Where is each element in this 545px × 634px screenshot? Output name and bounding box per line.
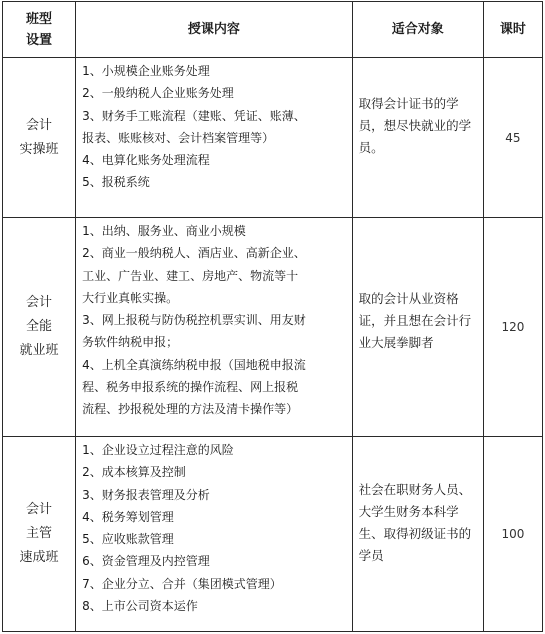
table-row: [3, 437, 543, 632]
course-item: 4、税务筹划管理: [82, 509, 174, 524]
class-hours-cell: 120: [483, 218, 542, 437]
target-audience-cell: [352, 58, 483, 218]
course-item: 7、企业分立、合并（集团模式管理）: [82, 576, 282, 591]
course-table: [2, 1, 543, 632]
course-item: 2、一般纳税人企业账务处理: [82, 86, 234, 101]
course-item: 4、上机全真演练纳税申报（国地税申报流: [82, 357, 306, 372]
course-item: 1、出纳、服务业、商业小规模: [82, 224, 246, 238]
class-type-line: 会计: [26, 502, 53, 517]
class-type-line: 会计: [26, 295, 53, 310]
target-audience-text: 取的会计从业资格证，并且想在会计行业大展拳脚者: [358, 291, 472, 350]
course-item: 1、企业设立过程注意的风险: [82, 443, 234, 457]
course-item: 1、小规模企业账务处理: [82, 64, 210, 78]
class-type-line: 就业班: [19, 343, 59, 358]
target-audience-text: 社会在职财务人员、大学生财务本科学生、取得初级证书的学员: [358, 482, 472, 563]
class-type-line: 全能: [26, 319, 53, 334]
course-content-cell: [76, 58, 353, 218]
class-hours-cell: 45: [483, 58, 542, 218]
target-audience-cell: [352, 437, 483, 632]
class-type-line: 主管: [26, 526, 53, 541]
class-type-cell: [3, 218, 76, 437]
header-class-hours: 课时: [483, 2, 542, 58]
class-type-line: 会计: [26, 117, 53, 133]
header-class-type-line: 班型: [26, 11, 53, 27]
header-course-content: 授课内容: [76, 2, 353, 58]
course-item: 3、财务报表管理及分析: [82, 487, 210, 502]
course-item: 程、税务申报系统的操作流程、网上报税: [82, 380, 299, 395]
course-item: 2、商业一般纳税人、酒店业、高新企业、: [82, 246, 306, 261]
table-row: [3, 58, 543, 218]
course-item: 工业、广告业、建工、房地产、物流等十: [82, 268, 299, 283]
class-type-cell: [3, 437, 76, 632]
class-type-line: 速成班: [19, 550, 59, 565]
class-type-cell: [3, 58, 76, 218]
header-class-type-line: 设置: [26, 32, 53, 48]
header-target-audience: 适合对象: [352, 2, 483, 58]
target-audience-text: 取得会计证书的学员，想尽快就业的学员。: [358, 96, 472, 155]
target-audience-cell: [352, 218, 483, 437]
course-item: 3、财务手工账流程（建账、凭证、账薄、: [82, 108, 306, 123]
course-item: 大行业真帐实操。: [82, 290, 179, 305]
class-type-line: 实操班: [19, 141, 59, 157]
header-row: [3, 2, 543, 58]
course-item: 2、成本核算及控制: [82, 465, 186, 480]
course-item: 5、应收账款管理: [82, 532, 174, 547]
course-item: 8、上市公司资本运作: [82, 599, 198, 614]
course-item: 6、资金管理及内控管理: [82, 554, 210, 569]
course-item: 报表、账账核对、会计档案管理等）: [82, 130, 275, 145]
course-item: 4、电算化账务处理流程: [82, 153, 210, 168]
class-hours-cell: 100: [483, 437, 542, 632]
course-content-cell: [76, 218, 353, 437]
course-item: 3、网上报税与防伪税控机票实训、用友财: [82, 313, 306, 328]
course-content-cell: [76, 437, 353, 632]
table-row: [3, 218, 543, 437]
course-item: 流程、抄报税处理的方法及清卡操作等）: [82, 402, 299, 417]
course-item: 务软件纳税申报；: [82, 335, 179, 350]
course-item: 5、报税系统: [82, 175, 150, 190]
header-class-type: [3, 2, 76, 58]
